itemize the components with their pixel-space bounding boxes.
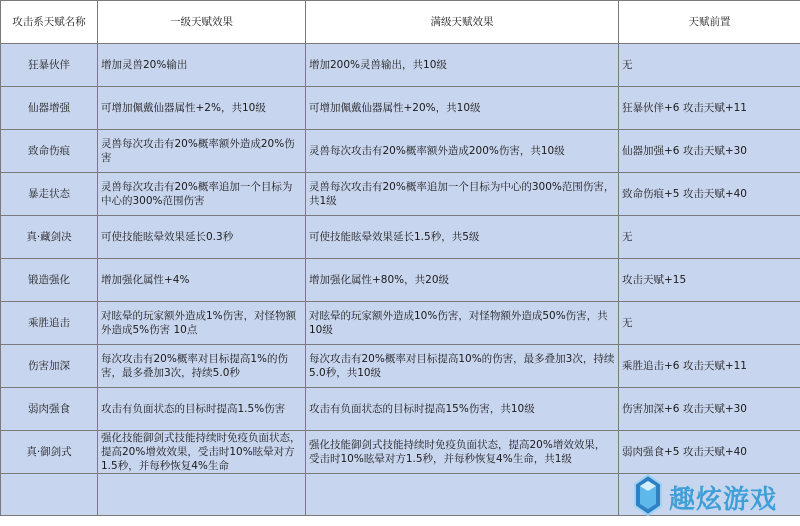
talent-name-cell: 暴走状态: [1, 173, 98, 216]
max-effect-cell: 可使技能眩晕效果延长1.5秒，共5级: [306, 216, 619, 259]
max-effect-cell: 强化技能御剑式技能持续时免疫负面状态，提高20%增效效果，受击时10%眩晕对方1.5秒，并每秒恢复4%生命，共1级: [306, 431, 619, 474]
level1-effect-cell: 灵兽每次攻击有20%概率额外造成20%伤害: [98, 130, 306, 173]
table-row: [1, 130, 800, 173]
table-row: [1, 431, 800, 474]
talent-name-cell: 仙器增强: [1, 87, 98, 130]
prerequisite-cell: 狂暴伙伴+6 攻击天赋+11: [619, 87, 800, 130]
table-row: [1, 345, 800, 388]
talent-name-cell: 伤害加深: [1, 345, 98, 388]
empty-cell: [619, 474, 800, 516]
table-row: [1, 44, 800, 87]
header-max-effect: 满级天赋效果: [306, 1, 619, 44]
max-effect-cell: 增加200%灵兽输出，共10级: [306, 44, 619, 87]
max-effect-cell: 攻击有负面状态的目标时提高15%伤害，共10级: [306, 388, 619, 431]
prerequisite-cell: 无: [619, 216, 800, 259]
header-level1-effect: 一级天赋效果: [98, 1, 306, 44]
max-effect-cell: 灵兽每次攻击有20%概率额外造成200%伤害，共10级: [306, 130, 619, 173]
empty-row: [1, 474, 800, 516]
table-row: [1, 87, 800, 130]
level1-effect-cell: 强化技能御剑式技能持续时免疫负面状态，提高20%增效效果，受击时10%眩晕对方1.5秒，并每秒恢复4%生命: [98, 431, 306, 474]
header-talent-name: 攻击系天赋名称: [1, 1, 98, 44]
max-effect-cell: 对眩晕的玩家额外造成10%伤害，对怪物额外造成50%伤害，共10级: [306, 302, 619, 345]
table-row: [1, 173, 800, 216]
talent-name-cell: 致命伤痕: [1, 130, 98, 173]
level1-effect-cell: 灵兽每次攻击有20%概率追加一个目标为中心的300%范围伤害: [98, 173, 306, 216]
prerequisite-cell: 伤害加深+6 攻击天赋+30: [619, 388, 800, 431]
empty-cell: [1, 474, 98, 516]
header-prerequisite: 天赋前置: [619, 1, 800, 44]
empty-cell: [306, 474, 619, 516]
prerequisite-cell: 致命伤痕+5 攻击天赋+40: [619, 173, 800, 216]
max-effect-cell: 每次攻击有20%概率对目标提高10%的伤害，最多叠加3次，持续5.0秒，共10级: [306, 345, 619, 388]
talent-name-cell: 真·御剑式: [1, 431, 98, 474]
table-row: [1, 259, 800, 302]
table-row: [1, 216, 800, 259]
talent-name-cell: 锻造强化: [1, 259, 98, 302]
table-row: [1, 302, 800, 345]
max-effect-cell: 灵兽每次攻击有20%概率追加一个目标为中心的300%范围伤害，共1级: [306, 173, 619, 216]
max-effect-cell: 增加强化属性+80%，共20级: [306, 259, 619, 302]
level1-effect-cell: 每次攻击有20%概率对目标提高1%的伤害，最多叠加3次，持续5.0秒: [98, 345, 306, 388]
talent-name-cell: 真·藏剑决: [1, 216, 98, 259]
level1-effect-cell: 增加灵兽20%输出: [98, 44, 306, 87]
talent-name-cell: 弱肉强食: [1, 388, 98, 431]
level1-effect-cell: 对眩晕的玩家额外造成1%伤害，对怪物额外造成5%伤害 10点: [98, 302, 306, 345]
prerequisite-cell: 无: [619, 302, 800, 345]
prerequisite-cell: 乘胜追击+6 攻击天赋+11: [619, 345, 800, 388]
level1-effect-cell: 增加强化属性+4%: [98, 259, 306, 302]
level1-effect-cell: 可增加佩戴仙器属性+2%，共10级: [98, 87, 306, 130]
prerequisite-cell: 无: [619, 44, 800, 87]
watermark-text: 趣炫游戏: [669, 484, 778, 515]
talent-name-cell: 狂暴伙伴: [1, 44, 98, 87]
max-effect-cell: 可增加佩戴仙器属性+20%，共10级: [306, 87, 619, 130]
empty-cell: [98, 474, 306, 516]
table-row: [1, 388, 800, 431]
prerequisite-cell: 攻击天赋+15: [619, 259, 800, 302]
level1-effect-cell: 可使技能眩晕效果延长0.3秒: [98, 216, 306, 259]
prerequisite-cell: 仙器加强+6 攻击天赋+30: [619, 130, 800, 173]
prerequisite-cell: 弱肉强食+5 攻击天赋+40: [619, 431, 800, 474]
talent-name-cell: 乘胜追击: [1, 302, 98, 345]
level1-effect-cell: 攻击有负面状态的目标时提高1.5%伤害: [98, 388, 306, 431]
table-header-row: [1, 1, 800, 44]
